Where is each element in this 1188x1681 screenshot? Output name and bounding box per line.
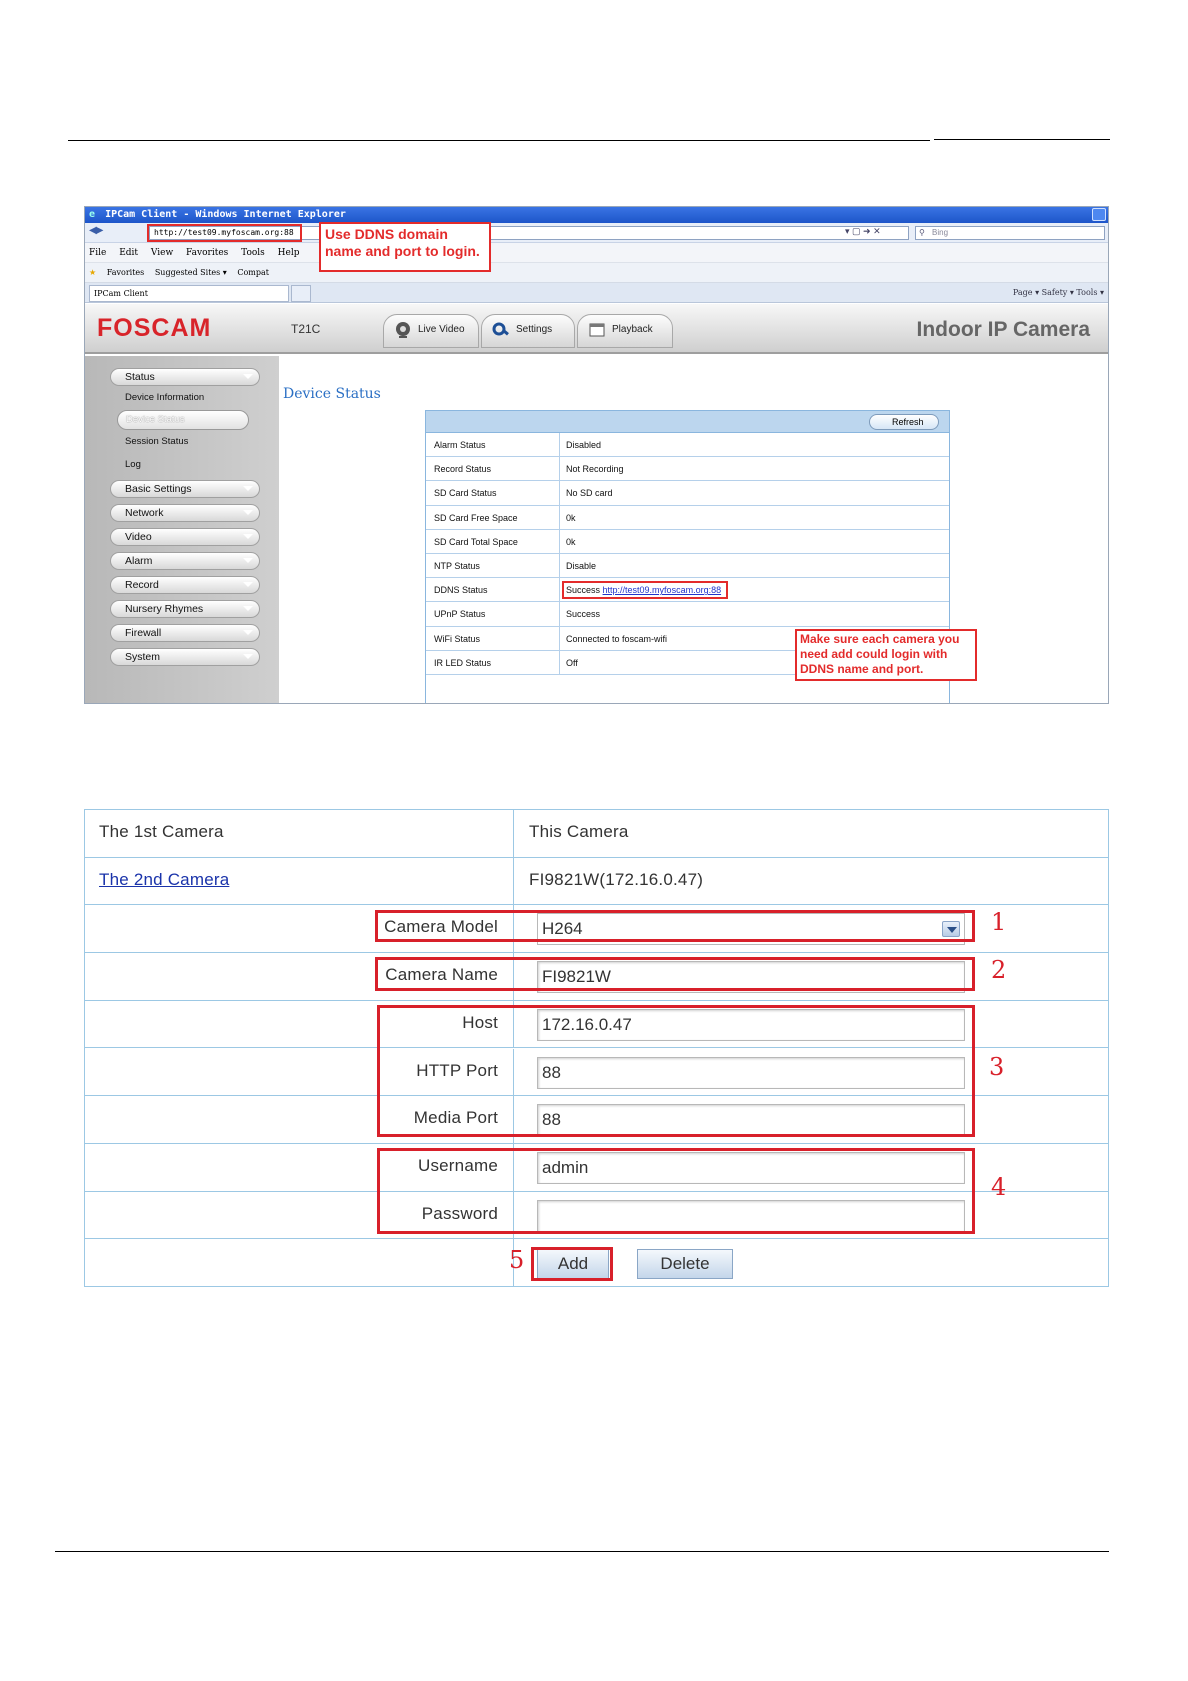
status-key: UPnP Status — [434, 609, 486, 620]
ddns-status-text: Success — [566, 585, 601, 596]
camera-name-label: Camera Name — [385, 965, 498, 985]
sidebar-sub-session-status[interactable]: Session Status — [125, 436, 189, 447]
status-value: Success — [566, 609, 601, 620]
ddns-login-callout: Use DDNS domain name and port to login. — [319, 222, 491, 272]
ie-logo-icon: e — [89, 209, 96, 220]
ie-window-screenshot — [84, 206, 1109, 704]
address-bar[interactable]: http://test09.myfoscam.org:88 — [149, 226, 909, 240]
sidebar-item-record[interactable]: Record — [110, 576, 260, 594]
tab-live-video[interactable] — [383, 314, 479, 348]
favorites-button[interactable]: Favorites — [106, 268, 145, 277]
table-row — [426, 578, 949, 602]
tab-settings-label: Settings — [516, 324, 553, 335]
status-value: No SD card — [566, 488, 613, 499]
camera-model-label: T21C — [291, 322, 321, 336]
media-port-input[interactable]: 88 — [537, 1104, 965, 1136]
step4-highlight — [377, 1148, 975, 1234]
step2-highlight — [375, 957, 975, 991]
ie-command-bar[interactable]: Page ▾ Safety ▾ Tools ▾ — [1012, 288, 1104, 297]
form-row-first-camera — [85, 810, 1108, 858]
address-highlight — [147, 224, 302, 242]
tab-playback-label: Playback — [612, 324, 653, 335]
sidebar-item-nursery-rhymes[interactable]: Nursery Rhymes — [110, 600, 260, 618]
table-row — [426, 433, 949, 457]
ie-menu-bar — [85, 243, 1108, 263]
header-rule — [68, 140, 930, 141]
ddns-highlight — [562, 581, 728, 599]
status-key: DDNS Status — [434, 585, 488, 596]
compat-link[interactable]: Compat — [237, 268, 269, 277]
media-port-label: Media Port — [413, 1108, 498, 1128]
http-port-input[interactable]: 88 — [537, 1057, 965, 1089]
password-label: Password — [421, 1203, 498, 1223]
window-close-button[interactable] — [1092, 208, 1106, 221]
menu-favorites[interactable]: Favorites — [186, 248, 229, 258]
step-number-5: 5 — [509, 1246, 525, 1274]
step3-highlight — [377, 1005, 975, 1137]
search-box[interactable] — [915, 226, 1105, 240]
status-key: IR LED Status — [434, 657, 492, 668]
add-button[interactable]: Add — [537, 1249, 609, 1279]
ddns-link[interactable]: http://test09.myfoscam.org:88 — [602, 585, 722, 596]
status-value: Disable — [566, 560, 597, 571]
camera-model-label: Camera Model — [384, 917, 498, 937]
status-key: SD Card Total Space — [434, 536, 518, 547]
foscam-logo: FOSCAM — [97, 314, 212, 342]
step-number-2: 2 — [991, 956, 1007, 984]
sidebar-item-alarm[interactable]: Alarm — [110, 552, 260, 570]
foscam-sidebar — [85, 356, 279, 704]
foscam-header — [85, 304, 1108, 354]
sidebar-sub-device-information[interactable]: Device Information — [125, 392, 205, 403]
page-title: Device Status — [283, 386, 381, 402]
step1-highlight — [375, 910, 975, 942]
sidebar-item-firewall[interactable]: Firewall — [110, 624, 260, 642]
status-key: Alarm Status — [434, 440, 486, 450]
header-rule-right — [934, 139, 1110, 140]
menu-view[interactable]: View — [150, 248, 174, 258]
menu-tools[interactable]: Tools — [241, 248, 265, 258]
foscam-main — [279, 356, 1108, 704]
sidebar-item-basic-settings[interactable]: Basic Settings — [110, 480, 260, 498]
this-camera-label: This Camera — [529, 822, 629, 841]
sidebar-item-video[interactable]: Video — [110, 528, 260, 546]
menu-file[interactable]: File — [89, 248, 107, 258]
form-row-second-camera — [85, 858, 1108, 906]
host-input[interactable]: 172.16.0.47 — [537, 1009, 965, 1041]
tab-live-video-label: Live Video — [418, 324, 465, 335]
table-row — [426, 457, 949, 481]
status-value: Not Recording — [566, 464, 624, 475]
product-name: Indoor IP Camera — [916, 318, 1090, 341]
back-forward-icon[interactable]: ◀▶ — [89, 225, 103, 236]
sidebar-item-status[interactable]: Status — [110, 368, 260, 386]
table-row — [426, 481, 949, 505]
status-key: NTP Status — [434, 560, 480, 571]
ie-tab-row — [85, 283, 1108, 303]
second-camera-value: FI9821W(172.16.0.47) — [529, 869, 704, 889]
search-icon: ⚲ — [919, 228, 925, 237]
step-number-3: 3 — [989, 1053, 1005, 1081]
username-label: Username — [417, 1155, 498, 1175]
tab-playback[interactable] — [577, 314, 673, 348]
make-sure-callout: Make sure each camera you need add could login with DDNS name and port. — [795, 629, 977, 681]
step-number-4: 4 — [991, 1173, 1007, 1201]
menu-edit[interactable]: Edit — [119, 248, 139, 258]
camera-name-input[interactable]: FI9821W — [537, 961, 965, 993]
menu-help[interactable]: Help — [277, 248, 300, 258]
search-placeholder: Bing — [932, 228, 949, 237]
refresh-stop-icon[interactable]: ▾ ▢ ➜ ✕ — [845, 226, 881, 236]
first-camera-link[interactable]: The 1st Camera — [99, 822, 224, 841]
status-value: Off — [566, 657, 578, 668]
camera-icon — [394, 321, 412, 339]
http-port-label: HTTP Port — [416, 1060, 498, 1080]
status-key: WiFi Status — [434, 633, 481, 644]
table-row — [426, 530, 949, 554]
ie-favorites-bar — [85, 263, 1108, 283]
new-tab-button[interactable] — [291, 285, 311, 302]
sidebar-sub-device-status[interactable]: Device Status — [117, 410, 249, 430]
step5-highlight — [531, 1247, 613, 1281]
star-icon: ★ — [89, 268, 97, 277]
table-row — [426, 554, 949, 578]
sidebar-item-network[interactable]: Network — [110, 504, 260, 522]
status-value: 0k — [566, 536, 576, 547]
ie-title-bar — [85, 207, 1108, 223]
status-value: Connected to foscam-wifi — [566, 633, 668, 644]
ie-title-text: IPCam Client - Windows Internet Explorer — [105, 209, 346, 220]
tab-settings[interactable] — [481, 314, 575, 348]
table-row — [426, 506, 949, 530]
ie-tab[interactable]: IPCam Client — [89, 285, 289, 302]
status-panel-header — [426, 411, 949, 433]
delete-button[interactable]: Delete — [637, 1249, 733, 1279]
status-value: 0k — [566, 512, 576, 523]
refresh-button[interactable]: Refresh — [869, 414, 939, 430]
camera-model-value: H264 — [542, 919, 583, 939]
step-number-1: 1 — [991, 908, 1007, 936]
host-label: Host — [462, 1012, 498, 1032]
sidebar-item-system[interactable]: System — [110, 648, 260, 666]
username-input[interactable]: admin — [537, 1152, 965, 1184]
status-key: SD Card Status — [434, 488, 497, 499]
table-row — [426, 602, 949, 626]
footer-rule — [55, 1551, 1109, 1552]
status-value: Disabled — [566, 440, 602, 450]
status-key: SD Card Free Space — [434, 512, 518, 523]
second-camera-link[interactable]: The 2nd Camera — [99, 869, 230, 889]
status-key: Record Status — [434, 464, 492, 475]
suggested-sites[interactable]: Suggested Sites ▾ — [154, 268, 227, 277]
ie-address-row — [85, 223, 1108, 243]
add-camera-form-screenshot — [84, 809, 1109, 1287]
playback-icon — [588, 321, 606, 339]
sidebar-sub-log[interactable]: Log — [125, 459, 141, 470]
settings-icon — [492, 321, 510, 339]
